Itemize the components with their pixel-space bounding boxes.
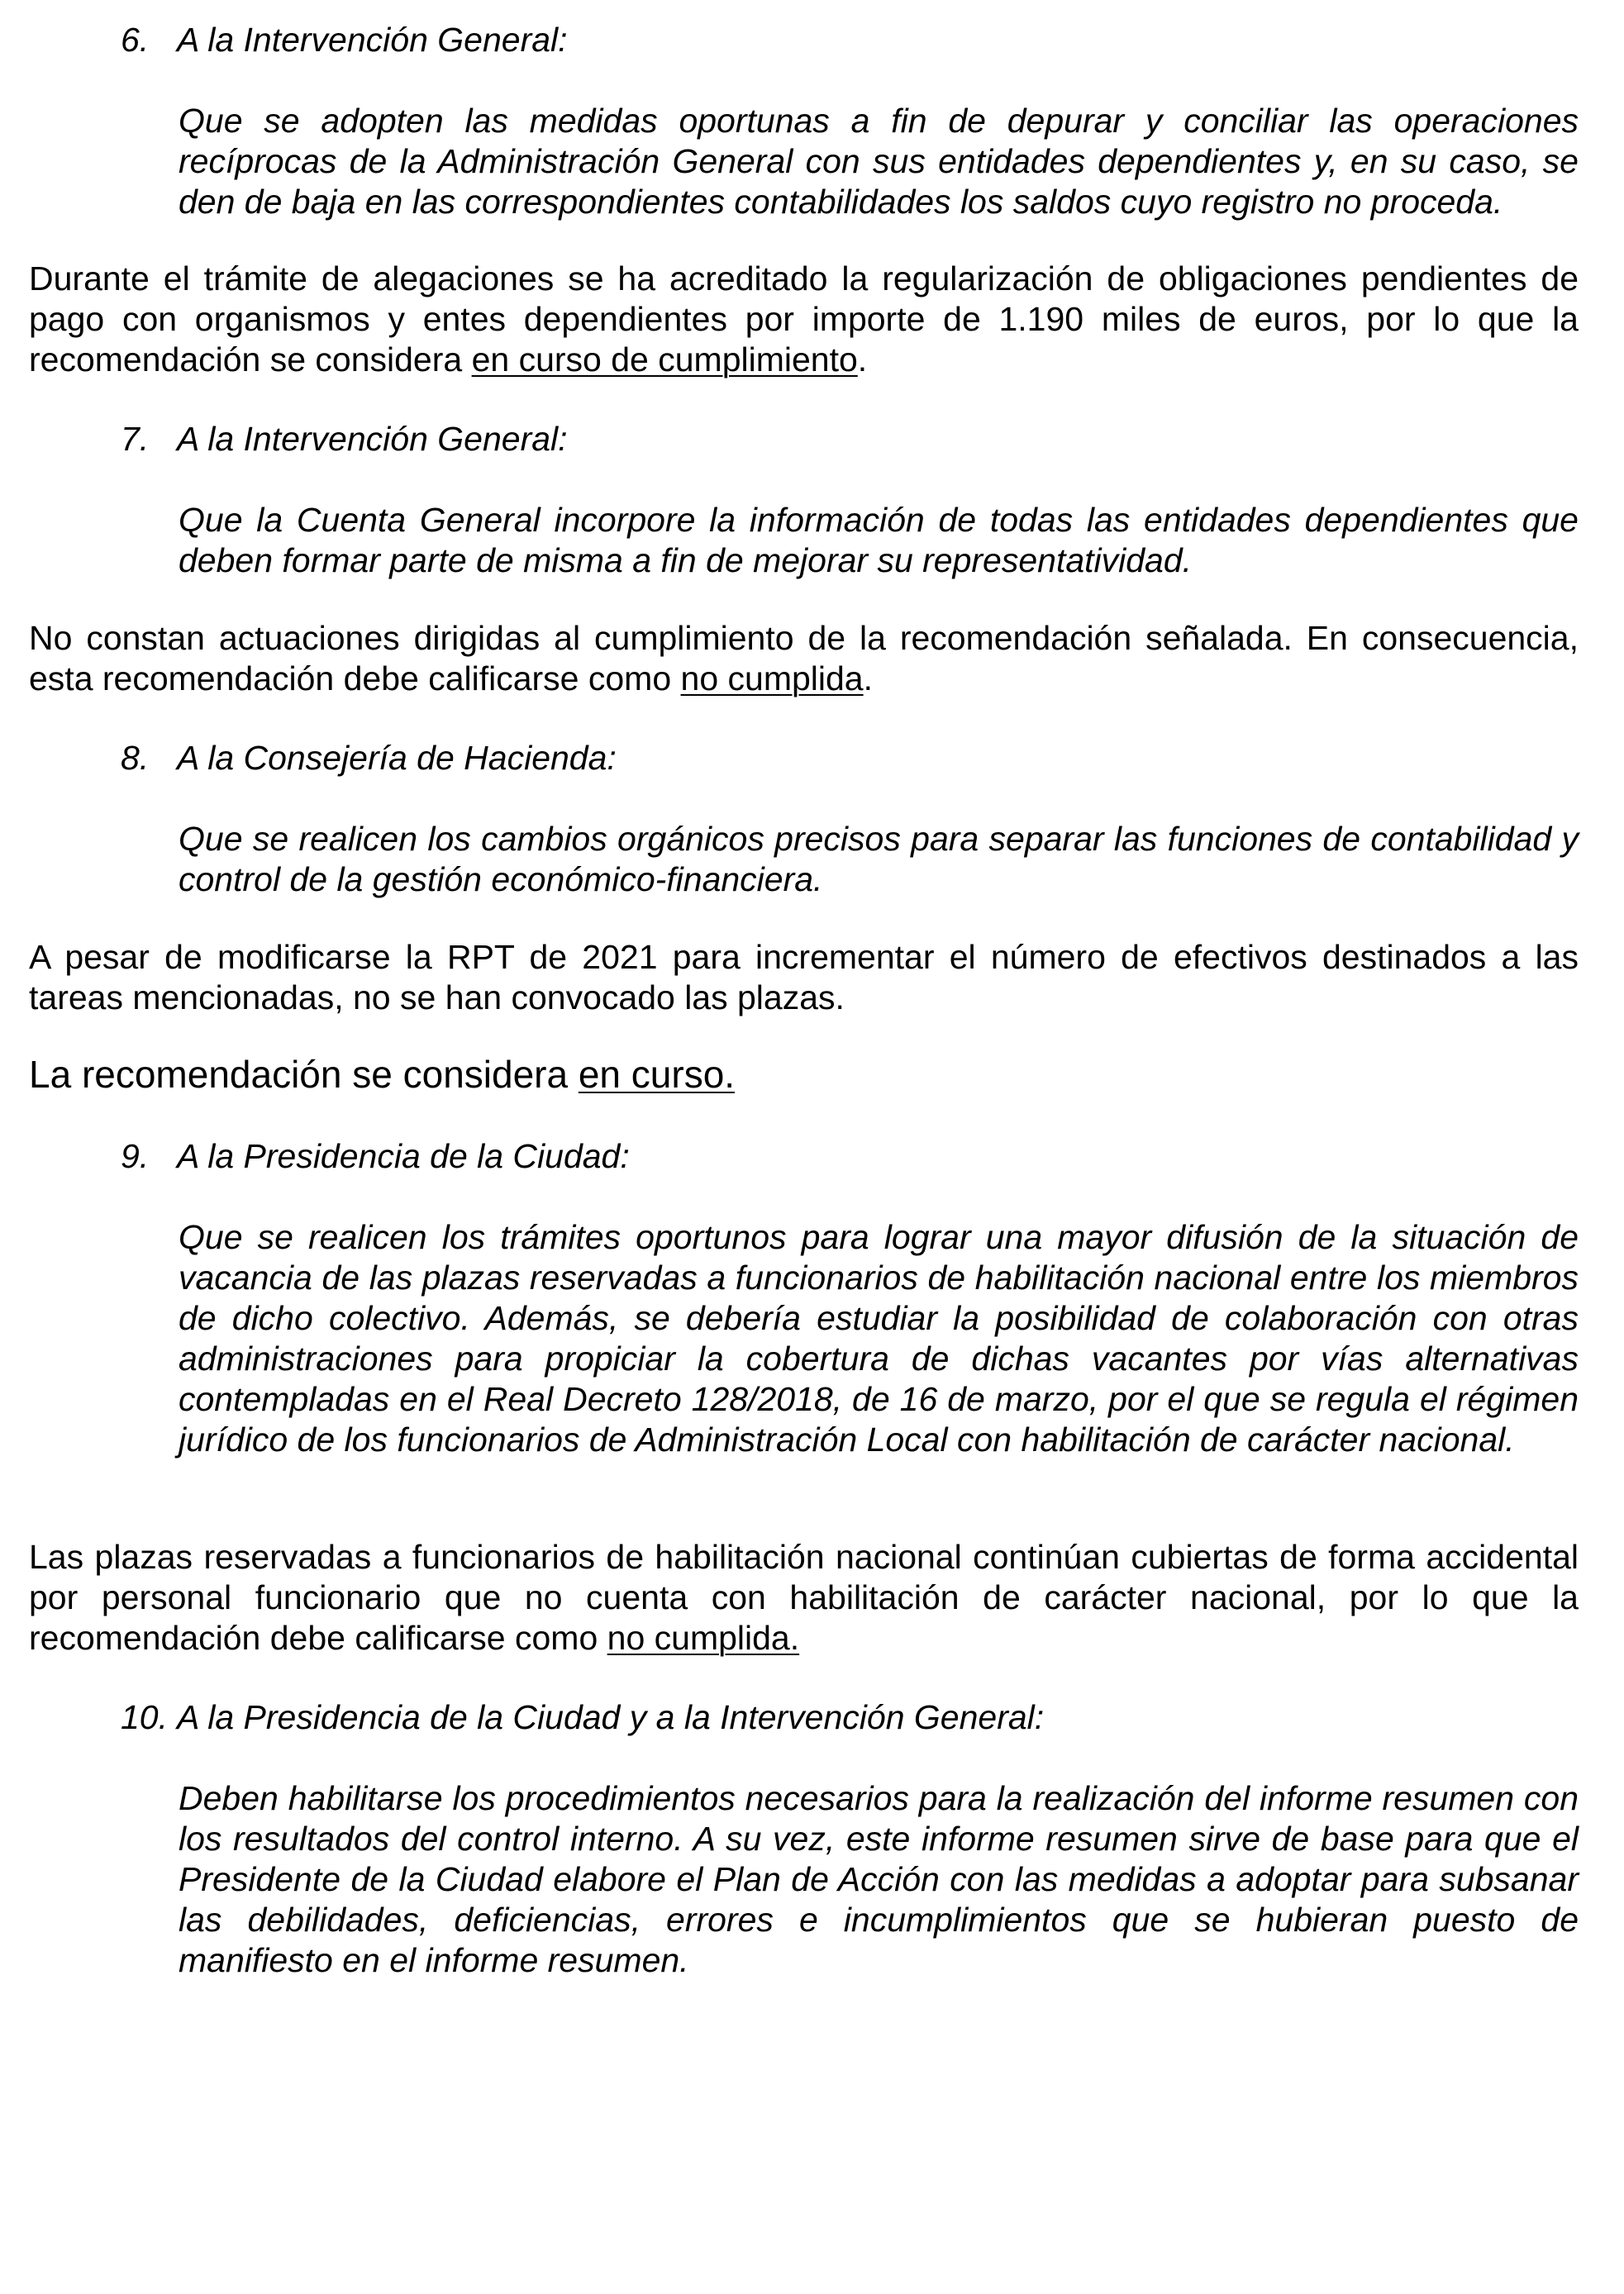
section-7-assessment-text: No constan actuaciones dirigidas al cumplimiento de la recomendación señalada. En consecuencia, esta recomendación debe calificarse como <box>29 619 1579 697</box>
section-7-assessment <box>29 618 1579 699</box>
section-7-status: no cumplida <box>680 659 864 697</box>
section-9-status: no cumplida. <box>607 1619 800 1657</box>
section-10-number: 10. <box>121 1698 168 1736</box>
section-9-recommendation: Que se realicen los trámites oportunos para lograr una mayor difusión de la situación de vacancia de las plazas reservadas a funcionarios de habilitación nacional entre los miembros de dicho colectivo. Además, se debería estudiar la posibilidad de colaboración con otras administraciones para propiciar la cobertura de dichas vacantes por vías alternativas contempladas en el Real Decreto 128/2018, de 16 de marzo, por el que se regula el régimen jurídico de los funcionarios de Administración Local con habilitación de carácter nacional. <box>179 1218 1579 1459</box>
section-10-heading <box>121 1697 1044 1738</box>
section-8-conclusion <box>29 1051 1579 1097</box>
section-8-number: 8. <box>121 739 150 777</box>
section-7-recommendation: Que la Cuenta General incorpore la información de todas las entidades dependientes que deben formar parte de misma a fin de mejorar su representatividad. <box>179 501 1579 579</box>
section-8-recommendation: Que se realicen los cambios orgánicos precisos para separar las funciones de contabilidad y control de la gestión económico-financiera. <box>179 820 1579 898</box>
section-9-assessment-text: Las plazas reservadas a funcionarios de habilitación nacional continúan cubiertas de forma accidental por personal funcionario que no cuenta con habilitación de carácter nacional, por lo que la recomendación debe calificarse como <box>29 1538 1579 1657</box>
section-10-recommendation: Deben habilitarse los procedimientos necesarios para la realización del informe resumen con los resultados del control interno. A su vez, este informe resumen sirve de base para que el Presidente de la Ciudad elabore el Plan de Acción con las medidas a adoptar para subsanar las debilidades, deficiencias, errores e incumplimientos que se hubieran puesto de manifiesto en el informe resumen. <box>179 1779 1579 1979</box>
section-6-assessment <box>29 259 1579 380</box>
section-7-number: 7. <box>121 420 150 458</box>
section-6-recommendation: Que se adopten las medidas oportunas a fin de depurar y conciliar las operaciones recíprocas de la Administración General con sus entidades dependientes y, en su caso, se den de baja en las correspondientes contabilidades los saldos cuyo registro no proceda. <box>179 102 1579 221</box>
section-8-heading <box>121 738 617 778</box>
section-7-suffix: . <box>863 659 874 697</box>
section-9-title: A la Presidencia de la Ciudad: <box>177 1137 630 1175</box>
section-6-heading <box>121 20 568 60</box>
section-9-number: 9. <box>121 1137 150 1175</box>
section-7-heading <box>121 419 568 459</box>
section-8-conclusion-text: La recomendación se considera <box>29 1053 579 1096</box>
section-9-assessment <box>29 1537 1579 1659</box>
section-10-title: A la Presidencia de la Ciudad y a la Intervención General: <box>177 1698 1045 1736</box>
section-6-number: 6. <box>121 21 150 59</box>
section-7-title: A la Intervención General: <box>177 420 568 458</box>
section-6-status: en curso de cumplimiento <box>471 340 858 378</box>
section-8-status: en curso. <box>578 1053 736 1096</box>
section-6-suffix: . <box>857 340 868 378</box>
section-9-heading <box>121 1136 630 1177</box>
section-6-assessment-text: Durante el trámite de alegaciones se ha acreditado la regularización de obligaciones pendientes de pago con organismos y entes dependientes por importe de 1.190 miles de euros, por lo que la recomendación se considera <box>29 259 1579 378</box>
section-6-title: A la Intervención General: <box>177 21 568 59</box>
section-8-title: A la Consejería de Hacienda: <box>177 739 617 777</box>
section-8-assessment: A pesar de modificarse la RPT de 2021 para incrementar el número de efectivos destinados a las tareas mencionadas, no se han convocado las plazas. <box>29 938 1579 1016</box>
